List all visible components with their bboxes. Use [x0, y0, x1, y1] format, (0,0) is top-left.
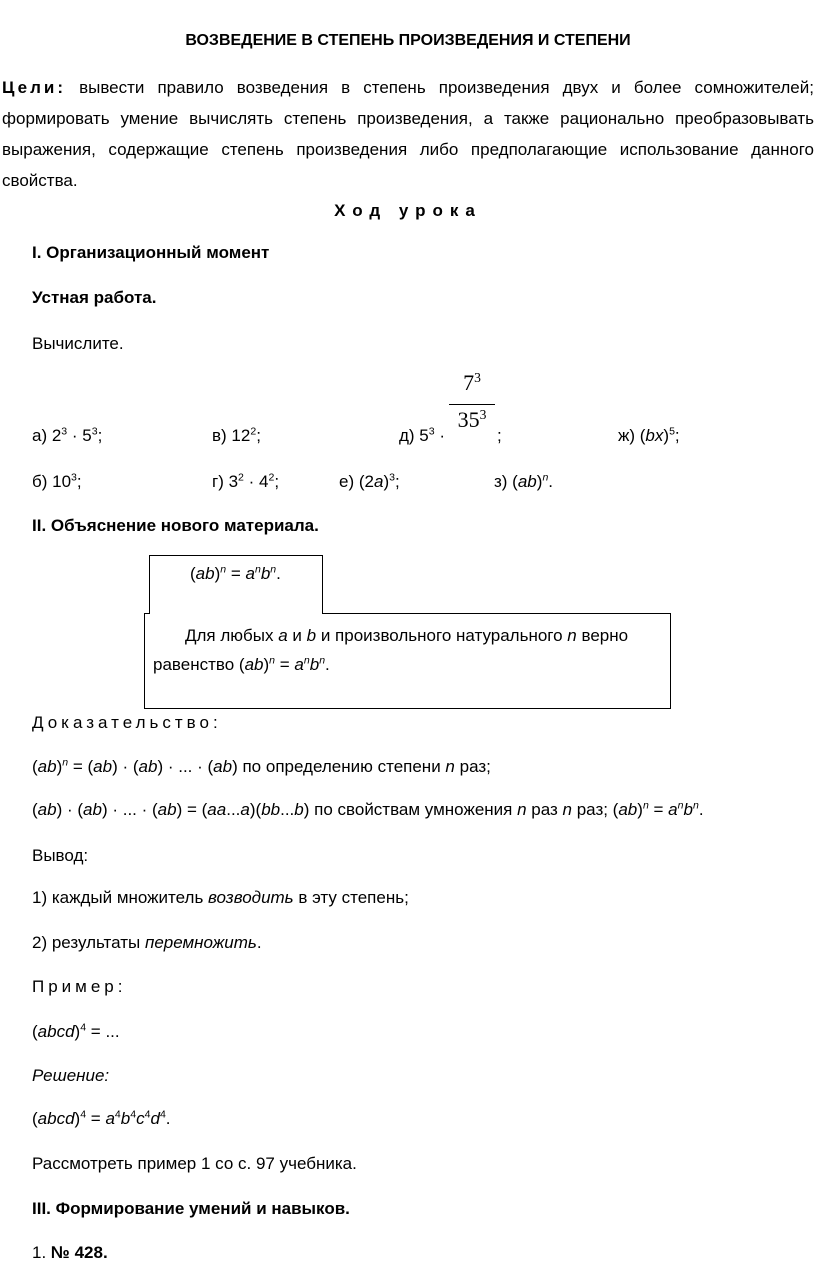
exercise-g: г) $3^2 \cdot 4^2$; — [212, 471, 280, 491]
formula: $(ab)^n = a^nb^n$. — [190, 563, 281, 583]
goals-label: Цели: — [2, 78, 66, 97]
solution-expression: (abcd)$^4$ = $a^4b^4c^4d^4$. — [32, 1108, 171, 1128]
fraction-bar — [449, 404, 495, 405]
section-new-material: II. Объяснение нового материала. — [32, 516, 319, 535]
oral-work-heading: Устная работа. — [32, 288, 157, 307]
example-label: Пример: — [32, 977, 127, 996]
calculate-prompt: Вычислите. — [32, 334, 124, 353]
fraction-denominator: $35^3$ — [457, 406, 487, 432]
exercise-a: а) $2^3 \cdot 5^3$; — [32, 425, 103, 445]
section-skills: III. Формирование умений и навыков. — [32, 1199, 350, 1218]
page-title: ВОЗВЕДЕНИЕ В СТЕПЕНЬ ПРОИЗВЕДЕНИЯ И СТЕПЕНИ — [185, 32, 631, 49]
proof-line-2: (ab) · (ab) · ... · (ab) = (aa...a)(bb...b) по свойствам умножения n раз n раз; $(ab)^n = a^nb^n$. — [32, 799, 704, 819]
exercise-z: з) (ab)$^n$. — [494, 471, 554, 491]
rule-statement-line2: равенство $(ab)^n = a^nb^n$. — [153, 654, 330, 674]
rule-step-2: 2) результаты перемножить. — [32, 933, 262, 952]
fraction — [449, 370, 495, 433]
lesson-course-heading: Ход урока — [334, 201, 482, 220]
exercise-d-end: ; — [497, 426, 502, 445]
proof-label: Доказательство: — [32, 713, 222, 732]
rule-statement-box — [144, 613, 671, 709]
exercise-d: д) $5^3$ · — [399, 425, 446, 445]
lesson-goals — [2, 72, 814, 196]
rule-statement-line1: Для любых a и b и произвольного натурального n верно — [185, 626, 629, 645]
formula-box — [149, 555, 323, 614]
conclusion-label: Вывод: — [32, 846, 89, 865]
goals-text: вывести правило возведения в степень произведения двух и более сомножителей; формировать умение вычислять степень произведения, а также рационально преобразовывать выражения, содержащие степень произведения либо предполагающие использование данного свойства. — [2, 78, 814, 190]
example-expression: (abcd)$^4$ = ... — [32, 1021, 120, 1041]
exercise-b: б) $10^3$; — [32, 471, 82, 491]
exercise-zh: ж) (bx)$^5$; — [618, 425, 680, 445]
section-organizational: I. Организационный момент — [32, 243, 270, 262]
task-item: 1. № 428. — [32, 1243, 108, 1262]
fraction-numerator: $7^3$ — [463, 369, 481, 395]
proof-line-1: (ab)$^n$ = (ab) · (ab) · ... · (ab) по определению степени n раз; — [32, 756, 491, 776]
rule-step-1: 1) каждый множитель возводить в эту степень; — [32, 888, 409, 907]
textbook-reference: Рассмотреть пример 1 со с. 97 учебника. — [32, 1154, 357, 1173]
exercise-e: е) $(2a)^3$; — [339, 471, 400, 491]
exercise-v: в) $12^2$; — [212, 425, 261, 445]
solution-label: Решение: — [32, 1066, 110, 1085]
